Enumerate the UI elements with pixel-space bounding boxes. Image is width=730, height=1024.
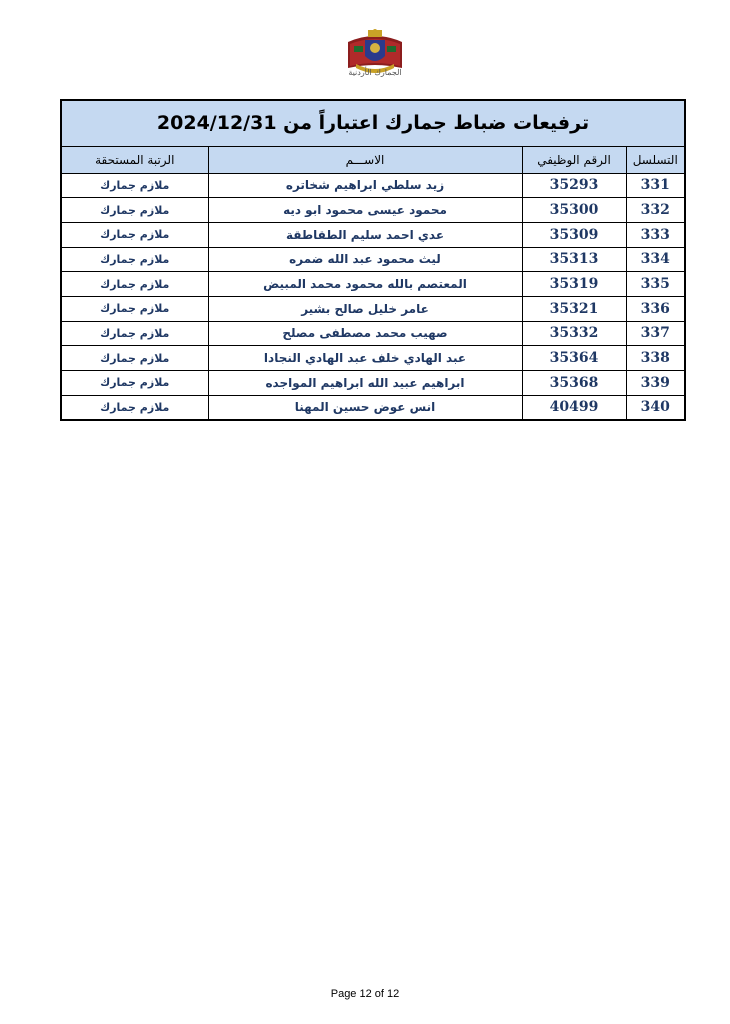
job-number-cell: 35321 xyxy=(522,296,626,321)
name-cell: عدي احمد سليم الطقاطقة xyxy=(208,222,522,247)
name-cell: عامر خليل صالح بشير xyxy=(208,296,522,321)
column-header-job-number: الرقم الوظيفي xyxy=(522,146,626,173)
table-header-row xyxy=(61,146,685,173)
table-row xyxy=(61,346,685,371)
job-number-cell: 35364 xyxy=(522,346,626,371)
table-title-row xyxy=(61,100,685,146)
serial-cell: 335 xyxy=(626,272,685,297)
table-row xyxy=(61,395,685,420)
emblem-caption: الجمارك الأردنية xyxy=(348,68,402,77)
rank-cell: ملازم جمارك xyxy=(61,173,208,198)
serial-cell: 340 xyxy=(626,395,685,420)
column-header-rank: الرتبة المستحقة xyxy=(61,146,208,173)
rank-cell: ملازم جمارك xyxy=(61,272,208,297)
job-number-cell: 35332 xyxy=(522,321,626,346)
name-cell: انس عوض حسين المهنا xyxy=(208,395,522,420)
rank-cell: ملازم جمارك xyxy=(61,296,208,321)
job-number-cell: 35293 xyxy=(522,173,626,198)
rank-cell: ملازم جمارك xyxy=(61,346,208,371)
name-cell: المعتصم بالله محمود محمد المبيض xyxy=(208,272,522,297)
table-row xyxy=(61,222,685,247)
table-row xyxy=(61,371,685,396)
rank-cell: ملازم جمارك xyxy=(61,222,208,247)
table-row xyxy=(61,247,685,272)
serial-cell: 334 xyxy=(626,247,685,272)
table-title: ترفيعات ضباط جمارك اعتباراً من 2024/12/31 xyxy=(61,100,685,146)
job-number-cell: 35313 xyxy=(522,247,626,272)
rank-cell: ملازم جمارك xyxy=(61,371,208,396)
serial-cell: 338 xyxy=(626,346,685,371)
serial-cell: 332 xyxy=(626,198,685,223)
table-row xyxy=(61,198,685,223)
rank-cell: ملازم جمارك xyxy=(61,321,208,346)
serial-cell: 333 xyxy=(626,222,685,247)
name-cell: زيد سلطي ابراهيم شخاتره xyxy=(208,173,522,198)
name-cell: ليث محمود عبد الله ضمره xyxy=(208,247,522,272)
job-number-cell: 35368 xyxy=(522,371,626,396)
job-number-cell: 35319 xyxy=(522,272,626,297)
column-header-name: الاســـم xyxy=(208,146,522,173)
table-row xyxy=(61,272,685,297)
table-row xyxy=(61,173,685,198)
promotions-table xyxy=(60,99,686,421)
name-cell: محمود عيسى محمود ابو ديه xyxy=(208,198,522,223)
serial-cell: 339 xyxy=(626,371,685,396)
table-row xyxy=(61,296,685,321)
rank-cell: ملازم جمارك xyxy=(61,247,208,272)
serial-cell: 336 xyxy=(626,296,685,321)
serial-cell: 331 xyxy=(626,173,685,198)
name-cell: عبد الهادي خلف عبد الهادي النجادا xyxy=(208,346,522,371)
job-number-cell: 35300 xyxy=(522,198,626,223)
job-number-cell: 35309 xyxy=(522,222,626,247)
table-row xyxy=(61,321,685,346)
column-header-serial: التسلسل xyxy=(626,146,685,173)
rank-cell: ملازم جمارك xyxy=(61,395,208,420)
page-number: Page 12 of 12 xyxy=(330,988,400,1000)
name-cell: ابراهيم عبيد الله ابراهيم المواجده xyxy=(208,371,522,396)
job-number-cell: 40499 xyxy=(522,395,626,420)
rank-cell: ملازم جمارك xyxy=(61,198,208,223)
serial-cell: 337 xyxy=(626,321,685,346)
name-cell: صهيب محمد مصطفى مصلح xyxy=(208,321,522,346)
